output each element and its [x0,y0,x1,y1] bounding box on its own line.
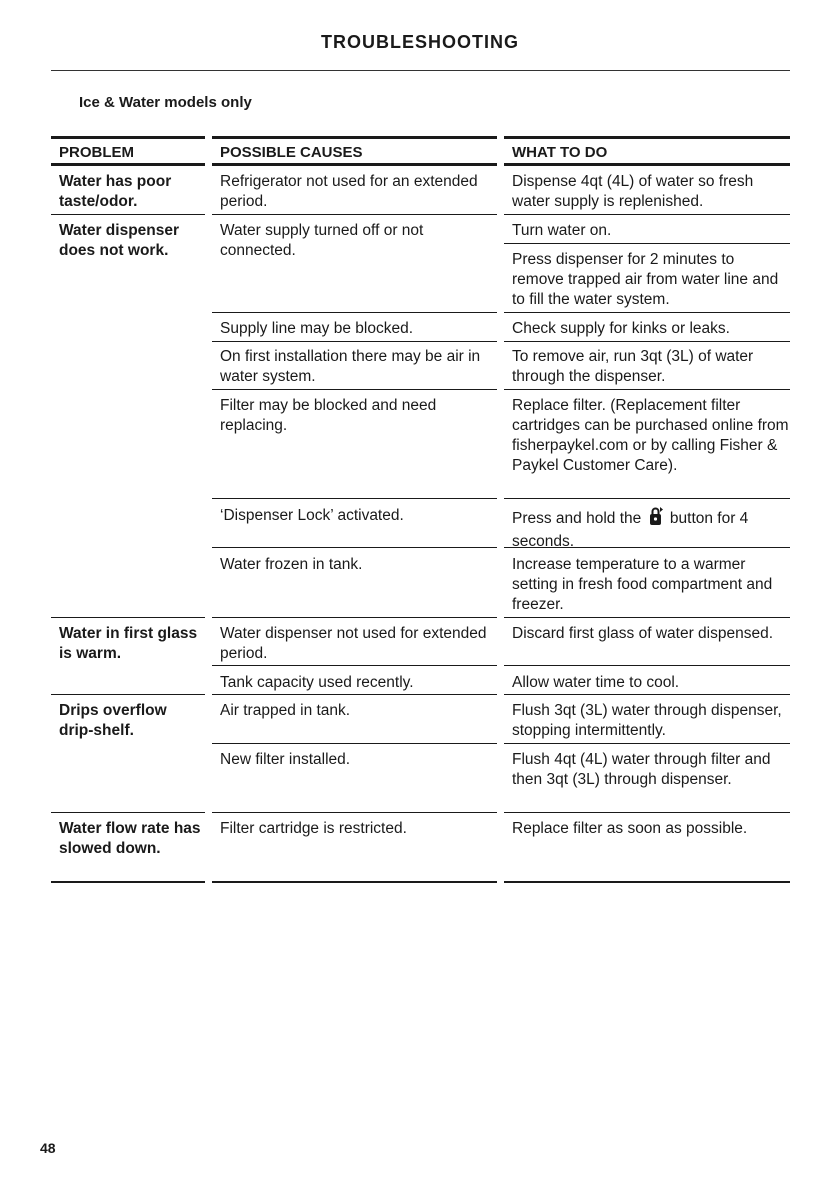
row-divider [212,498,497,499]
row-divider [212,617,497,618]
cause-cell: Refrigerator not used for an extended period. [220,173,478,210]
row-divider [504,312,790,313]
row-divider [504,243,790,244]
row-divider [504,665,790,666]
row-divider [504,498,790,499]
row-divider [212,812,497,813]
cause-cell: Water dispenser not used for extended period. [220,625,487,662]
row-divider [504,617,790,618]
cause-cell: Air trapped in tank. [220,702,351,719]
row-divider [504,341,790,342]
row-divider [212,341,497,342]
problem-cell: Water flow rate has slowed down. [59,820,201,857]
row-divider [212,743,497,744]
row-divider [212,665,497,666]
action-cell [504,502,790,552]
problem-cell: Drips overflow drip-shelf. [59,702,167,739]
row-divider [504,812,790,813]
action-cell: To remove air, run 3qt (3L) of water through the dispenser. [512,348,754,385]
header-problem: PROBLEM [51,136,205,166]
action-cell: Allow water time to cool. [512,674,680,691]
section-subtitle: Ice & Water models only [79,94,252,111]
row-divider [212,312,497,313]
action-cell: Replace filter as soon as possible. [512,820,748,837]
row-divider [212,389,497,390]
header-causes: POSSIBLE CAUSES [212,136,497,166]
row-divider [51,812,205,813]
row-divider [504,694,790,695]
cause-cell: New filter installed. [220,751,351,768]
title-divider [51,70,790,71]
cause-cell: Water frozen in tank. [220,556,363,573]
problem-cell: Water has poor taste/odor. [59,173,172,210]
row-divider [51,214,205,215]
lock-icon [648,506,664,532]
action-cell: Flush 4qt (4L) water through filter and then 3qt (3L) through dispenser. [512,751,771,788]
action-cell: Turn water on. [512,222,612,239]
table-bottom-rule [504,881,790,883]
action-cell: Replace filter. (Replacement filter cartridges can be purchased online from fisherpaykel.com or by calling Fisher & Paykel Customer Care). [512,397,789,474]
cause-cell: Supply line may be blocked. [220,320,414,337]
row-divider [504,547,790,548]
problem-cell: Water dispenser does not work. [59,222,180,259]
cause-cell: Tank capacity used recently. [220,674,414,691]
action-cell: Dispense 4qt (4L) of water so fresh water supply is replenished. [512,173,754,210]
row-divider [504,389,790,390]
cause-cell: Filter may be blocked and need replacing. [220,397,437,434]
cause-cell: Water supply turned off or not connected. [220,222,424,259]
row-divider [504,743,790,744]
action-cell: Increase temperature to a warmer setting in fresh food compartment and freezer. [512,556,773,613]
row-divider [504,214,790,215]
table-bottom-rule [51,881,205,883]
row-divider [212,214,497,215]
cause-cell: Filter cartridge is restricted. [220,820,407,837]
action-text: button for 4 seconds. [512,510,749,550]
page-number: 48 [40,1140,56,1156]
row-divider [212,547,497,548]
cause-cell: ‘Dispenser Lock’ activated. [220,507,404,524]
cause-cell: On first installation there may be air in water system. [220,348,481,385]
action-cell: Press dispenser for 2 minutes to remove trapped air from water line and to fill the water system. [512,251,779,308]
row-divider [51,617,205,618]
action-cell: Flush 3qt (3L) water through dispenser, stopping intermittently. [512,702,782,739]
action-cell: Check supply for kinks or leaks. [512,320,730,337]
header-what-to-do: WHAT TO DO [504,136,790,166]
row-divider [51,694,205,695]
action-text: Press and hold the [512,510,642,527]
table-bottom-rule [212,881,497,883]
problem-cell: Water in first glass is warm. [59,625,198,662]
action-cell: Discard first glass of water dispensed. [512,625,774,642]
page-title: TROUBLESHOOTING [321,32,519,52]
row-divider [212,694,497,695]
